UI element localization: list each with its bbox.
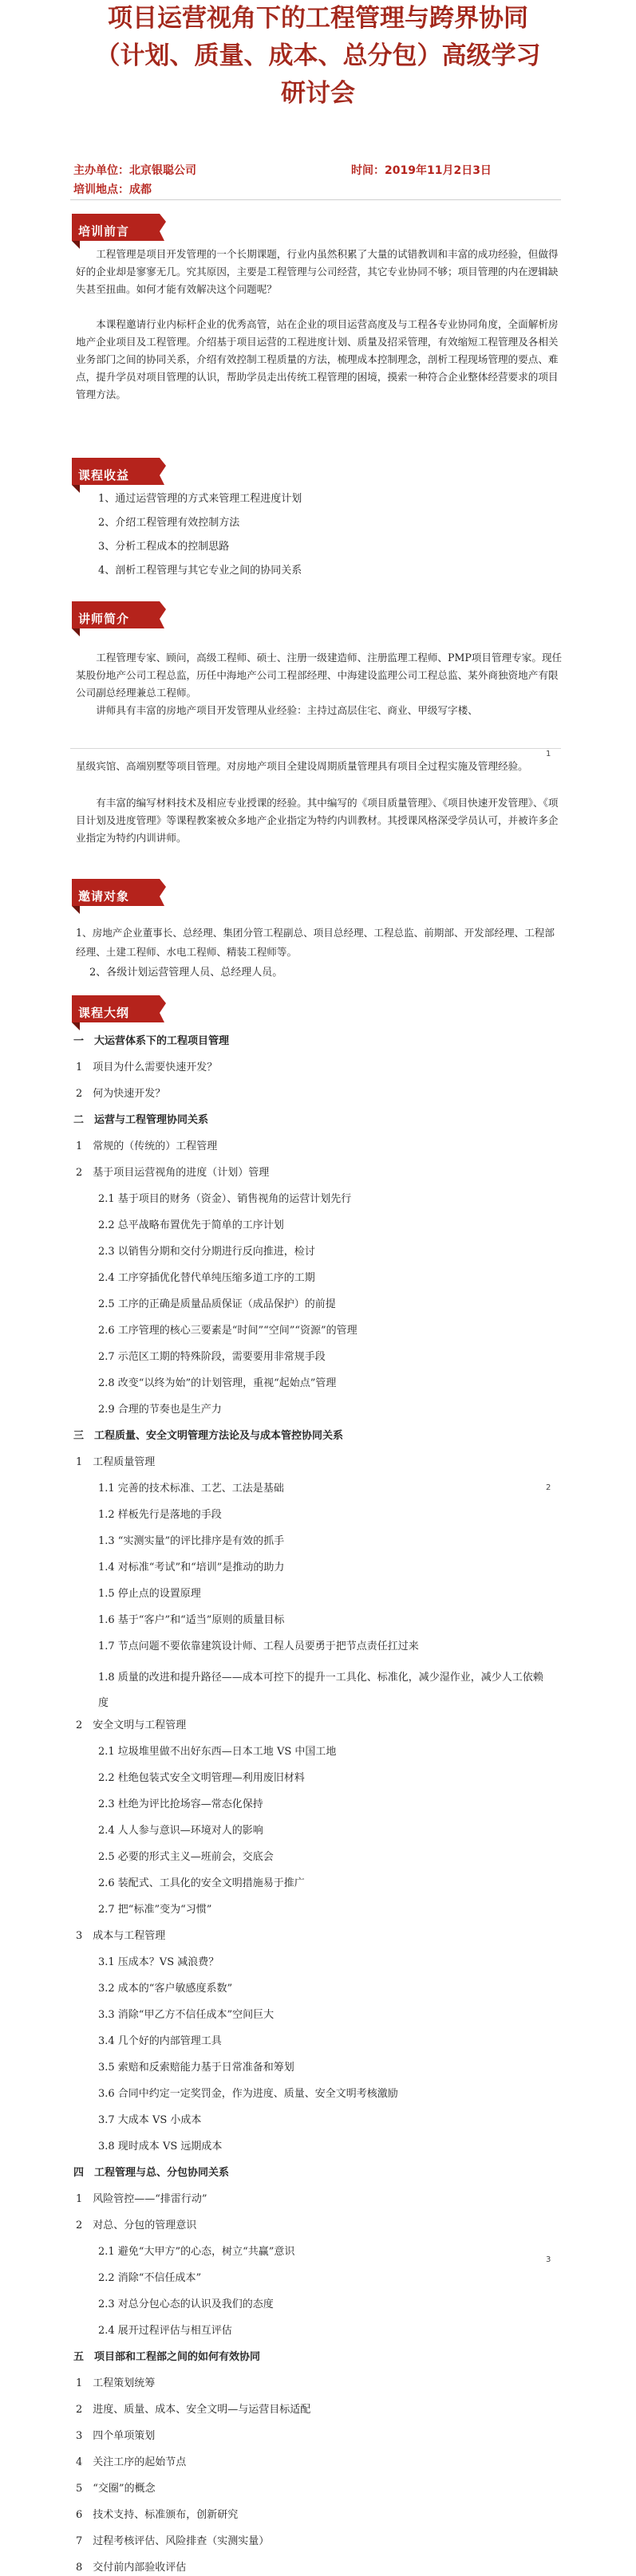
outline-item: 2.1 垃圾堆里做不出好东西—日本工地 VS 中国工地: [98, 1746, 337, 1758]
outline-item: 2.2 杜绝包装式安全文明管理—利用废旧材料: [98, 1772, 305, 1784]
outline-item: 3.5 索赔和反索赔能力基于日常准备和筹划: [98, 2062, 294, 2074]
event-time: 时间：2019年11月2日3日: [351, 164, 492, 177]
outline-item: 2.4 工序穿插优化替代单纯压缩多道工序的工期: [98, 1272, 315, 1284]
organizer: 主办单位：北京银聪公司: [73, 164, 196, 177]
outline-item: 1 风险管控——“排雷行动”: [76, 2193, 207, 2205]
outline-item: 2.6 工序管理的核心三要素是“时间”“空间”“资源”的管理: [98, 1325, 358, 1337]
outline-item: 2 何为快速开发？: [76, 1088, 166, 1100]
outline-item: 1 工程策划统筹: [76, 2377, 156, 2389]
outline-chapter: 二 运营与工程管理协同关系: [73, 1114, 209, 1126]
outline-item: 3.4 几个好的内部管理工具: [98, 2035, 222, 2047]
outline-item: 3 成本与工程管理: [76, 1930, 166, 1942]
outline-chapter: 四 工程管理与总、分包协同关系: [73, 2167, 230, 2179]
section-title-audience: 邀请对象: [78, 889, 130, 904]
outline-item: 1.5 停止点的设置原理: [98, 1588, 201, 1600]
page-number: 2: [546, 1483, 551, 1492]
benefit-item: 1、通过运营管理的方式来管理工程进度计划: [98, 493, 302, 505]
outline-item: 1.3 “实测实量”的评比排序是有效的抓手: [98, 1535, 285, 1547]
outline-item: 1.7 节点问题不要依靠建筑设计师、工程人员要勇于把节点责任扛过来: [98, 1641, 419, 1652]
section-banner-lecturer: [65, 597, 169, 641]
outline-item: 3.3 消除“甲乙方不信任成本”空间巨大: [98, 2009, 275, 2021]
info-divider: [70, 199, 561, 200]
lecturer-paragraph-3: 星级宾馆、高端别墅等项目管理。对房地产项目全建设周期质量管理具有项目全过程实施及管理经验。: [76, 760, 528, 772]
outline-item: 7 过程考核评估、风险排查（实测实量）: [76, 2535, 270, 2547]
intro-paragraph-1: 工程管理是项目开发管理的一个长期课题，行业内虽然积累了大量的试错教训和丰富的成功经验，但做得好的企业却是寥寥无几。究其原因，主要是工程管理与公司经营，其它专业协同不够；项目管理的内在逻辑缺失甚至扭曲。如何才能有效解决这个问题呢？: [76, 248, 559, 295]
outline-item: 2.5 必要的形式主义—班前会，交底会: [98, 1851, 274, 1863]
lecturer-paragraph-2: 讲师具有丰富的房地产项目开发管理从业经验：主持过高层住宅、商业、甲级写字楼、: [96, 704, 478, 716]
outline-item: 2.1 基于项目的财务（资金）、销售视角的运营计划先行: [98, 1193, 352, 1205]
outline-item: 2.3 对总分包心态的认识及我们的态度: [98, 2298, 274, 2310]
page-number: 3: [546, 2255, 551, 2264]
outline-item: 8 交付前内部验收评估: [76, 2562, 187, 2574]
outline-item: 3 四个单项策划: [76, 2430, 156, 2442]
outline-item: 2.7 把“标准”变为“习惯”: [98, 1904, 212, 1916]
location: 培训地点：成都: [73, 183, 152, 196]
title-line-1: 项目运营视角下的工程管理与跨界协同: [108, 4, 528, 33]
outline-item: 1 项目为什么需要快速开发？: [76, 1062, 218, 1073]
outline-item: 2.5 工序的正确是质量品质保证（成品保护）的前提: [98, 1298, 336, 1310]
outline-chapter: 三 工程质量、安全文明管理方法论及与成本管控协同关系: [73, 1430, 344, 1442]
outline-item: 1.6 基于“客户”和“适当”原则的质量目标: [98, 1614, 285, 1626]
outline-item: 2.4 人人参与意识—环境对人的影响: [98, 1825, 263, 1837]
outline-item: 2 基于项目运营视角的进度（计划）管理: [76, 1167, 270, 1179]
outline-item: 3.7 大成本 VS 小成本: [98, 2114, 202, 2126]
title-line-2: （计划、质量、成本、总分包）高级学习: [95, 41, 541, 70]
outline-item: 2.1 避免“大甲方”的心态，树立“共赢”意识: [98, 2246, 295, 2258]
outline-item: 3.1 压成本？VS 减浪费？: [98, 1956, 219, 1968]
outline-item: 2.3 杜绝为评比抢场容—常态化保持: [98, 1798, 263, 1810]
outline-chapter: 一 大运营体系下的工程项目管理: [73, 1035, 230, 1047]
page-title: [32, 0, 604, 112]
outline-item: 2.2 总平战略布置优先于简单的工序计划: [98, 1219, 284, 1231]
outline-item: 3.2 成本的“客户敏感度系数”: [98, 1983, 233, 1995]
benefit-item: 4、剖析工程管理与其它专业之间的协同关系: [98, 565, 302, 577]
outline-item: 2.3 以销售分期和交付分期进行反向推进，检讨: [98, 1246, 315, 1258]
page-number: 1: [546, 750, 551, 758]
outline-item: 3.8 现时成本 VS 远期成本: [98, 2141, 223, 2153]
section-title-outline: 课程大纲: [78, 1006, 130, 1020]
benefit-item: 2、介绍工程管理有效控制方法: [98, 517, 240, 529]
outline-item: 2.2 消除“不信任成本”: [98, 2272, 202, 2284]
outline-item: 2 安全文明与工程管理: [76, 1719, 187, 1731]
benefit-item: 3、分析工程成本的控制思路: [98, 541, 230, 553]
outline-item: 4 关注工序的起始节点: [76, 2456, 187, 2468]
outline-item: 5 “交圈”的概念: [76, 2483, 156, 2495]
audience-item-2: 2、各级计划运营管理人员、总经理人员。: [89, 967, 283, 979]
outline-item: 1 工程质量管理: [76, 1456, 156, 1468]
section-banner-outline: [65, 991, 169, 1035]
outline-item: 1.4 对标准“考试”和“培训”是推动的助力: [98, 1562, 285, 1574]
outline-item: 2 对总、分包的管理意识: [76, 2220, 197, 2231]
intro-paragraph-2: 本课程邀请行业内标杆企业的优秀高管，站在企业的项目运营高度及与工程各专业协同角度，全面解析房地产企业项目及工程管理。介绍基于项目运营的工程进度计划、质量及招采管理，有效缩短工程管理及各相关业务部门之间的协同关系，介绍有效控制工程质量的方法，梳理成本控制理念，剖析工程现场管理的要点、难点，提升学员对项目管理的认识，帮助学员走出传统工程管理的困境，摸索一种符合企业整体经营要求的项目管理方法。: [76, 318, 559, 400]
page-break: [70, 748, 561, 749]
outline-item: 2.8 改变“以终为始”的计划管理，重视“起始点”管理: [98, 1377, 337, 1389]
outline-item: 6 技术支持、标准颁布，创新研究: [76, 2509, 239, 2521]
outline-item: 2.7 示范区工期的特殊阶段，需要要用非常规手段: [98, 1351, 326, 1363]
outline-item: 1.1 完善的技术标准、工艺、工法是基础: [98, 1483, 284, 1495]
title-line-3: 研讨会: [281, 79, 355, 108]
lecturer-paragraph-1: 工程管理专家、顾问，高级工程师、硕士、注册一级建造师、注册监理工程师、PMP项目管理专家。现任某股份地产公司工程总监，历任中海地产公司工程部经理、中海建设监理公司工程总监、某外商独资地产有限公司副总经理兼总工程师。: [76, 652, 563, 699]
outline-item: 1.2 样板先行是落地的手段: [98, 1509, 222, 1521]
section-title-benefits: 课程收益: [78, 468, 130, 483]
outline-item: 2.9 合理的节奏也是生产力: [98, 1404, 222, 1416]
outline-item: 2.6 装配式、工具化的安全文明措施易于推广: [98, 1877, 305, 1889]
outline-item: 2 进度、质量、成本、安全文明—与运营目标适配: [76, 2404, 311, 2416]
audience-item-1: 1、房地产企业董事长、总经理、集团分管工程副总、项目总经理、工程总监、前期部、开发部经理、工程部经理、土建工程师、水电工程师、精装工程师等。: [76, 927, 555, 958]
section-banner-audience: [65, 874, 169, 919]
outline-chapter: 五 项目部和工程部之间的如何有效协同: [73, 2351, 261, 2363]
outline-item: 1 常规的（传统的）工程管理: [76, 1140, 218, 1152]
lecturer-paragraph-4: 有丰富的编写材料技术及相应专业授课的经验。其中编写的《项目质量管理》、《项目快速开发管理》、《项目计划及进度管理》等课程教案被众多地产企业指定为特约内训教材。其授课风格深受学员认可，并被许多企业指定为特约内训讲师。: [76, 797, 559, 844]
section-title-lecturer: 讲师简介: [78, 612, 130, 626]
outline-item: 2.4 展开过程评估与相互评估: [98, 2325, 232, 2337]
outline-item: 3.6 合同中约定一定奖罚金，作为进度、质量、安全文明考核激励: [98, 2088, 398, 2100]
outline-item: 1.8 质量的改进和提升路径——成本可控下的提升一工具化、标准化，减少湿作业，减少人工依赖度: [98, 1672, 543, 1709]
section-title-intro: 培训前言: [78, 224, 130, 238]
